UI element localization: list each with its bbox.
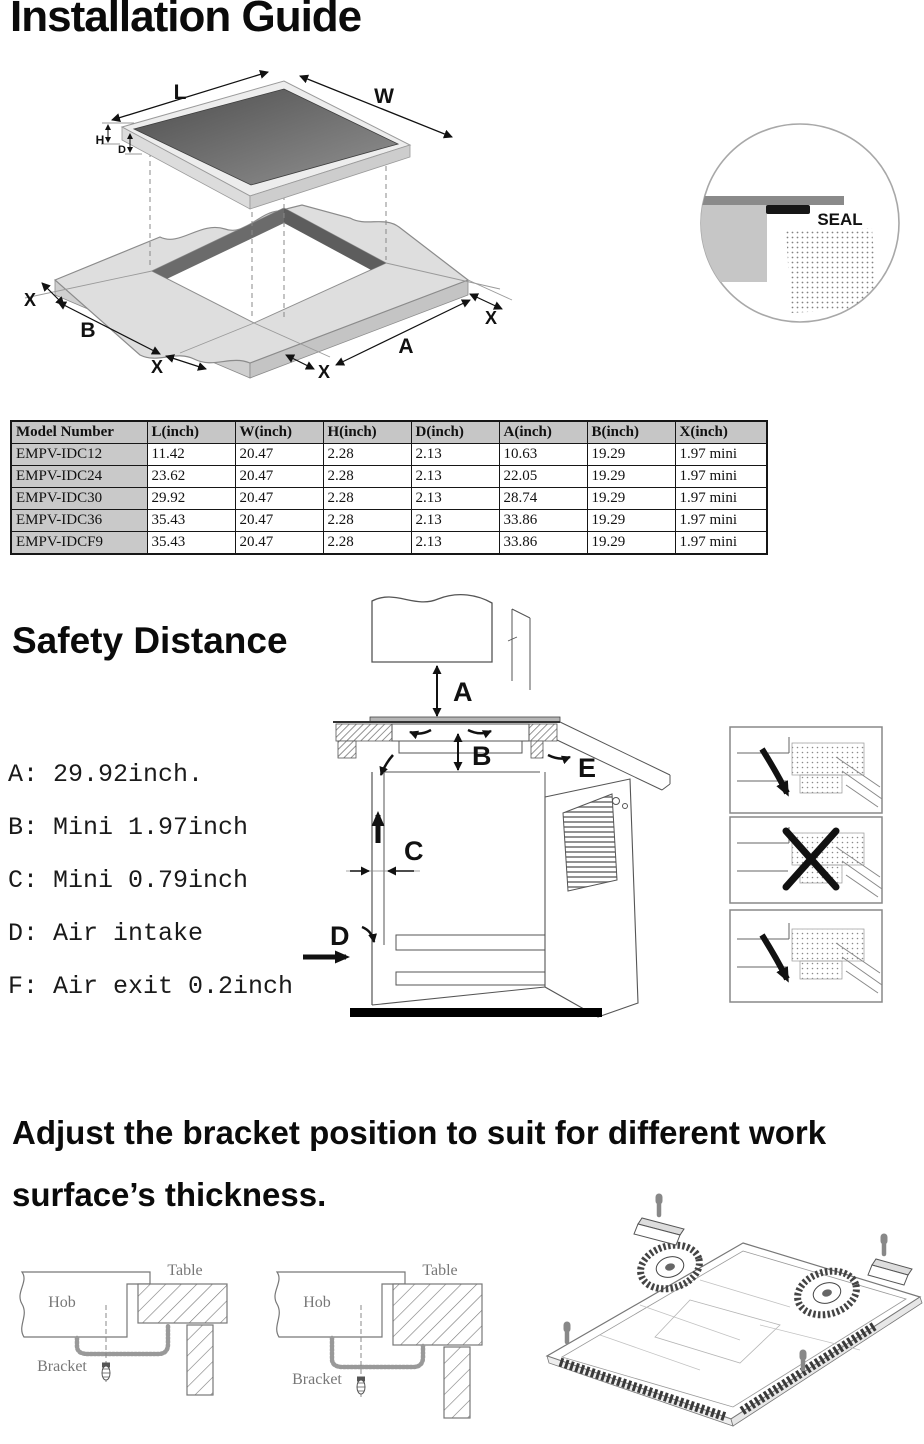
- spec-table-cell: 28.74: [499, 488, 587, 510]
- bracket-label: Bracket: [37, 1358, 87, 1375]
- cooktop-top-view: [122, 81, 410, 209]
- safety-distance-item: B: Mini 1.97inch: [8, 813, 249, 842]
- spec-table-cell: 2.28: [323, 510, 411, 532]
- spec-table-cell: 1.97 mini: [675, 532, 767, 555]
- spec-table-cell: 33.86: [499, 510, 587, 532]
- side-label-c: C: [404, 836, 424, 866]
- spec-table-row: [11, 510, 767, 532]
- bracket-thin-counter-diagram: [20, 1262, 227, 1395]
- dim-label-w: W: [374, 85, 394, 108]
- spec-table-cell: 2.13: [411, 532, 499, 555]
- spec-table-header-cell: Model Number: [11, 421, 147, 444]
- spec-table-row: [11, 488, 767, 510]
- side-label-e: E: [578, 753, 597, 783]
- spec-table-cell: 1.97 mini: [675, 510, 767, 532]
- spec-table-header-cell: D(inch): [411, 421, 499, 444]
- spec-table-cell: 20.47: [235, 466, 323, 488]
- dim-label-x-right: X: [484, 308, 498, 328]
- dim-label-d: D: [118, 144, 126, 156]
- spec-table-cell: 2.13: [411, 444, 499, 466]
- spec-table-cell: 33.86: [499, 532, 587, 555]
- airflow-box-art: [737, 737, 882, 807]
- table-label: Table: [167, 1262, 203, 1279]
- spec-table-cell: 2.13: [411, 510, 499, 532]
- spec-table-cell: 2.13: [411, 488, 499, 510]
- dim-label-x-bottom-mid: X: [317, 362, 331, 382]
- spec-table: [10, 420, 768, 555]
- hob-label: Hob: [48, 1294, 76, 1311]
- mounting-bracket: [634, 1218, 684, 1245]
- glass-edge: [698, 196, 844, 205]
- side-label-a: A: [453, 677, 473, 707]
- bracket-label: Bracket: [292, 1371, 342, 1388]
- seal-label: SEAL: [817, 210, 863, 229]
- spec-table-cell: 19.29: [587, 532, 675, 555]
- mounting-bracket: [868, 1259, 912, 1285]
- cabinet-section: [346, 772, 545, 1005]
- dim-label-x-left: X: [23, 290, 37, 310]
- oven-front: [545, 779, 638, 1017]
- spec-table-cell: 1.97 mini: [675, 444, 767, 466]
- spec-table-header-cell: X(inch): [675, 421, 767, 444]
- spec-table-header-cell: L(inch): [147, 421, 235, 444]
- spec-table-cell: 1.97 mini: [675, 488, 767, 510]
- spec-table-cell: 20.47: [235, 444, 323, 466]
- dim-label-a: A: [398, 335, 414, 358]
- spec-table-cell: 11.42: [147, 444, 235, 466]
- spec-table-cell: 20.47: [235, 532, 323, 555]
- airflow-arrow: [762, 749, 787, 793]
- table-label: Table: [422, 1262, 458, 1279]
- dim-label-h: H: [95, 133, 105, 147]
- bracket-thick-counter-diagram: [275, 1262, 482, 1418]
- screw-icon: [102, 1363, 110, 1380]
- spec-table-header-cell: W(inch): [235, 421, 323, 444]
- spec-table-header-cell: H(inch): [323, 421, 411, 444]
- spec-table-header-row: [11, 421, 767, 444]
- spec-table-cell: EMPV-IDC24: [11, 466, 147, 488]
- spec-table-cell: 1.97 mini: [675, 466, 767, 488]
- spec-table-cell: 19.29: [587, 444, 675, 466]
- safety-distance-item: C: Mini 0.79inch: [8, 866, 249, 895]
- spec-table-cell: 2.28: [323, 466, 411, 488]
- spec-table-cell: 22.05: [499, 466, 587, 488]
- cutout-dimensions-diagram: [0, 65, 924, 405]
- safety-distance-heading: Safety Distance: [12, 620, 288, 661]
- spec-table-header-cell: A(inch): [499, 421, 587, 444]
- clearance-side-view-diagram: [0, 585, 924, 1030]
- spec-table-cell: 20.47: [235, 510, 323, 532]
- spec-table-cell: 19.29: [587, 466, 675, 488]
- spec-table-cell: 35.43: [147, 510, 235, 532]
- safety-distance-item: F: Air exit 0.2inch: [8, 972, 294, 1001]
- side-label-b: B: [472, 741, 492, 771]
- spec-table-cell: EMPV-IDCF9: [11, 532, 147, 555]
- floor-line: [350, 1008, 602, 1017]
- dim-label-x-bottom-left: X: [150, 357, 164, 377]
- counter-section: [786, 228, 878, 313]
- bracket-adjust-heading: Adjust the bracket position to suit for different work surface’s thickness.: [12, 1114, 827, 1213]
- hob-body: [698, 205, 767, 282]
- hob-label: Hob: [303, 1294, 331, 1311]
- spec-table-cell: 20.47: [235, 488, 323, 510]
- page-title: Installation Guide: [10, 0, 362, 41]
- side-label-d: D: [330, 921, 350, 951]
- spec-table-row: [11, 532, 767, 555]
- safety-distance-item: D: Air intake: [8, 919, 204, 948]
- spec-table-cell: 35.43: [147, 532, 235, 555]
- seal-strip: [766, 205, 810, 214]
- bracket-mounting-diagrams: [0, 1185, 924, 1444]
- range-hood: [372, 595, 530, 690]
- spec-table-cell: 29.92: [147, 488, 235, 510]
- spec-table-cell: EMPV-IDC36: [11, 510, 147, 532]
- spec-table-row: [11, 466, 767, 488]
- dim-label-b: B: [80, 319, 96, 342]
- spec-table-cell: 2.28: [323, 488, 411, 510]
- spec-table-cell: 19.29: [587, 488, 675, 510]
- spec-table-cell: EMPV-IDC30: [11, 488, 147, 510]
- underside-fans-diagram: [547, 1197, 922, 1426]
- spec-table-cell: 10.63: [499, 444, 587, 466]
- spec-table-cell: 19.29: [587, 510, 675, 532]
- spec-table-cell: 2.13: [411, 466, 499, 488]
- spec-table-cell: 2.28: [323, 444, 411, 466]
- spec-table-cell: 23.62: [147, 466, 235, 488]
- dim-label-l: L: [173, 81, 187, 104]
- screw-icon: [357, 1377, 365, 1394]
- safety-distance-item: A: 29.92inch.: [8, 760, 204, 789]
- seal-detail-diagram: [698, 124, 899, 322]
- countertop-slab: [25, 205, 512, 378]
- spec-table-cell: EMPV-IDC12: [11, 444, 147, 466]
- spec-table-header-cell: B(inch): [587, 421, 675, 444]
- spec-table-cell: 2.28: [323, 532, 411, 555]
- spec-table-row: [11, 444, 767, 466]
